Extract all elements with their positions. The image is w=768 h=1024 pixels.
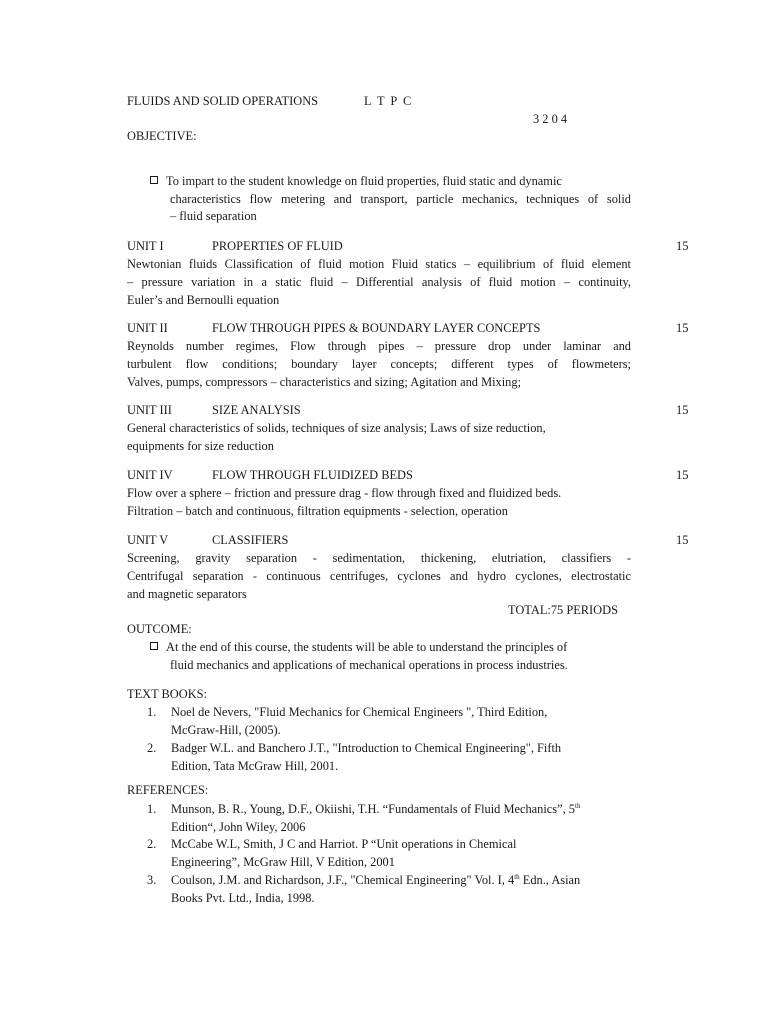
unit-1-line-3: Euler’s and Bernoulli equation: [127, 293, 280, 307]
objective-heading: OBJECTIVE:: [127, 129, 197, 143]
unit-4-code: UNIT IV: [127, 468, 173, 482]
reference-2-line-2: Engineering”, McGraw Hill, V Edition, 2001: [171, 855, 395, 869]
list-number: 2.: [147, 741, 157, 755]
text-book-1-line-1: Noel de Nevers, "Fluid Mechanics for Chemical Engineers ", Third Edition,: [171, 705, 548, 719]
unit-3-line-1: General characteristics of solids, techniques of size analysis; Laws of size reduction,: [127, 421, 546, 435]
unit-5-title: CLASSIFIERS: [212, 533, 289, 547]
list-number: 1.: [147, 802, 157, 816]
unit-4-description: [127, 484, 631, 520]
unit-4-hours: 15: [676, 468, 689, 482]
text-books-heading: TEXT BOOKS:: [127, 687, 207, 701]
outcome-heading: OUTCOME:: [127, 622, 192, 636]
total-periods: TOTAL:75 PERIODS: [508, 603, 618, 617]
unit-5-code: UNIT V: [127, 533, 169, 547]
unit-2-line-3: Valves, pumps, compressors – characteristics and sizing; Agitation and Mixing;: [127, 375, 522, 389]
unit-4-line-2: Filtration – batch and continuous, filtration equipments - selection, operation: [127, 504, 508, 518]
ltpc-label: L T P C: [364, 94, 412, 108]
unit-2-line-2: turbulent flow conditions; boundary layer concepts; different types of flowmeters;: [127, 357, 631, 371]
unit-5-line-1: Screening, gravity separation - sedimentation, thickening, elutriation, classifiers -: [127, 551, 631, 565]
unit-4-line-1: Flow over a sphere – friction and pressure drag - flow through fixed and fluidized beds.: [127, 486, 562, 500]
unit-1-line-1: Newtonian fluids Classification of fluid motion Fluid statics – equilibrium of fluid element: [127, 257, 631, 271]
unit-4-title: FLOW THROUGH FLUIDIZED BEDS: [212, 468, 413, 482]
objective-line-2: characteristics flow metering and transport, particle mechanics, techniques of solid: [170, 192, 631, 206]
reference-2-line-1: McCabe W.L, Smith, J C and Harriot. P “Unit operations in Chemical: [171, 837, 517, 851]
list-number: 1.: [147, 705, 157, 719]
objective-line-1: To impart to the student knowledge on fluid properties, fluid static and dynamic: [166, 174, 562, 188]
ltpc-values: 3 2 0 4: [533, 112, 568, 126]
unit-1-description: [127, 255, 631, 309]
list-number: 2.: [147, 837, 157, 851]
unit-3-line-2: equipments for size reduction: [127, 439, 274, 453]
reference-1-line-1: Munson, B. R., Young, D.F., Okiishi, T.H. “Fundamentals of Fluid Mechanics”, 5th: [171, 802, 581, 816]
unit-2-title: FLOW THROUGH PIPES & BOUNDARY LAYER CONCEPTS: [212, 321, 541, 335]
checkbox-bullet-icon: [150, 642, 158, 650]
unit-1-hours: 15: [676, 239, 689, 253]
reference-1-line-2: Edition“, John Wiley, 2006: [171, 820, 306, 834]
objective-bullet-1: [150, 172, 562, 190]
unit-3-hours: 15: [676, 403, 689, 417]
outcome-line-2: fluid mechanics and applications of mechanical operations in process industries.: [170, 658, 568, 672]
list-number: 3.: [147, 873, 157, 887]
unit-5-hours: 15: [676, 533, 689, 547]
text-book-2-line-1: Badger W.L. and Banchero J.T., "Introduction to Chemical Engineering", Fifth: [171, 741, 562, 755]
unit-2-line-1: Reynolds number regimes, Flow through pipes – pressure drop under laminar and: [127, 339, 631, 353]
unit-2-description: [127, 337, 631, 391]
unit-5-description: [127, 549, 631, 603]
outcome-line-1: At the end of this course, the students will be able to understand the principles of: [166, 640, 568, 654]
text-book-2-line-2: Edition, Tata McGraw Hill, 2001.: [171, 759, 339, 773]
text-book-1-line-2: McGraw-Hill, (2005).: [171, 723, 281, 737]
unit-5-line-3: and magnetic separators: [127, 587, 247, 601]
reference-3-line-1: Coulson, J.M. and Richardson, J.F., "Chemical Engineering" Vol. I, 4th Edn., Asian: [171, 873, 581, 887]
references-heading: REFERENCES:: [127, 783, 209, 797]
unit-1-line-2: – pressure variation in a static fluid – Differential analysis of fluid motion – continuity,: [127, 275, 631, 289]
unit-2-hours: 15: [676, 321, 689, 335]
unit-1-title: PROPERTIES OF FLUID: [212, 239, 343, 253]
unit-3-description: [127, 419, 631, 455]
unit-3-code: UNIT III: [127, 403, 172, 417]
checkbox-bullet-icon: [150, 176, 158, 184]
unit-3-title: SIZE ANALYSIS: [212, 403, 301, 417]
reference-3-line-2: Books Pvt. Ltd., India, 1998.: [171, 891, 315, 905]
unit-2-code: UNIT II: [127, 321, 168, 335]
objective-line-3: – fluid separation: [170, 209, 257, 223]
unit-5-line-2: Centrifugal separation - continuous centrifuges, cyclones and hydro cyclones, electrostatic: [127, 569, 631, 583]
unit-1-code: UNIT I: [127, 239, 164, 253]
outcome-bullet: [150, 638, 567, 656]
course-title: FLUIDS AND SOLID OPERATIONS: [127, 94, 319, 108]
